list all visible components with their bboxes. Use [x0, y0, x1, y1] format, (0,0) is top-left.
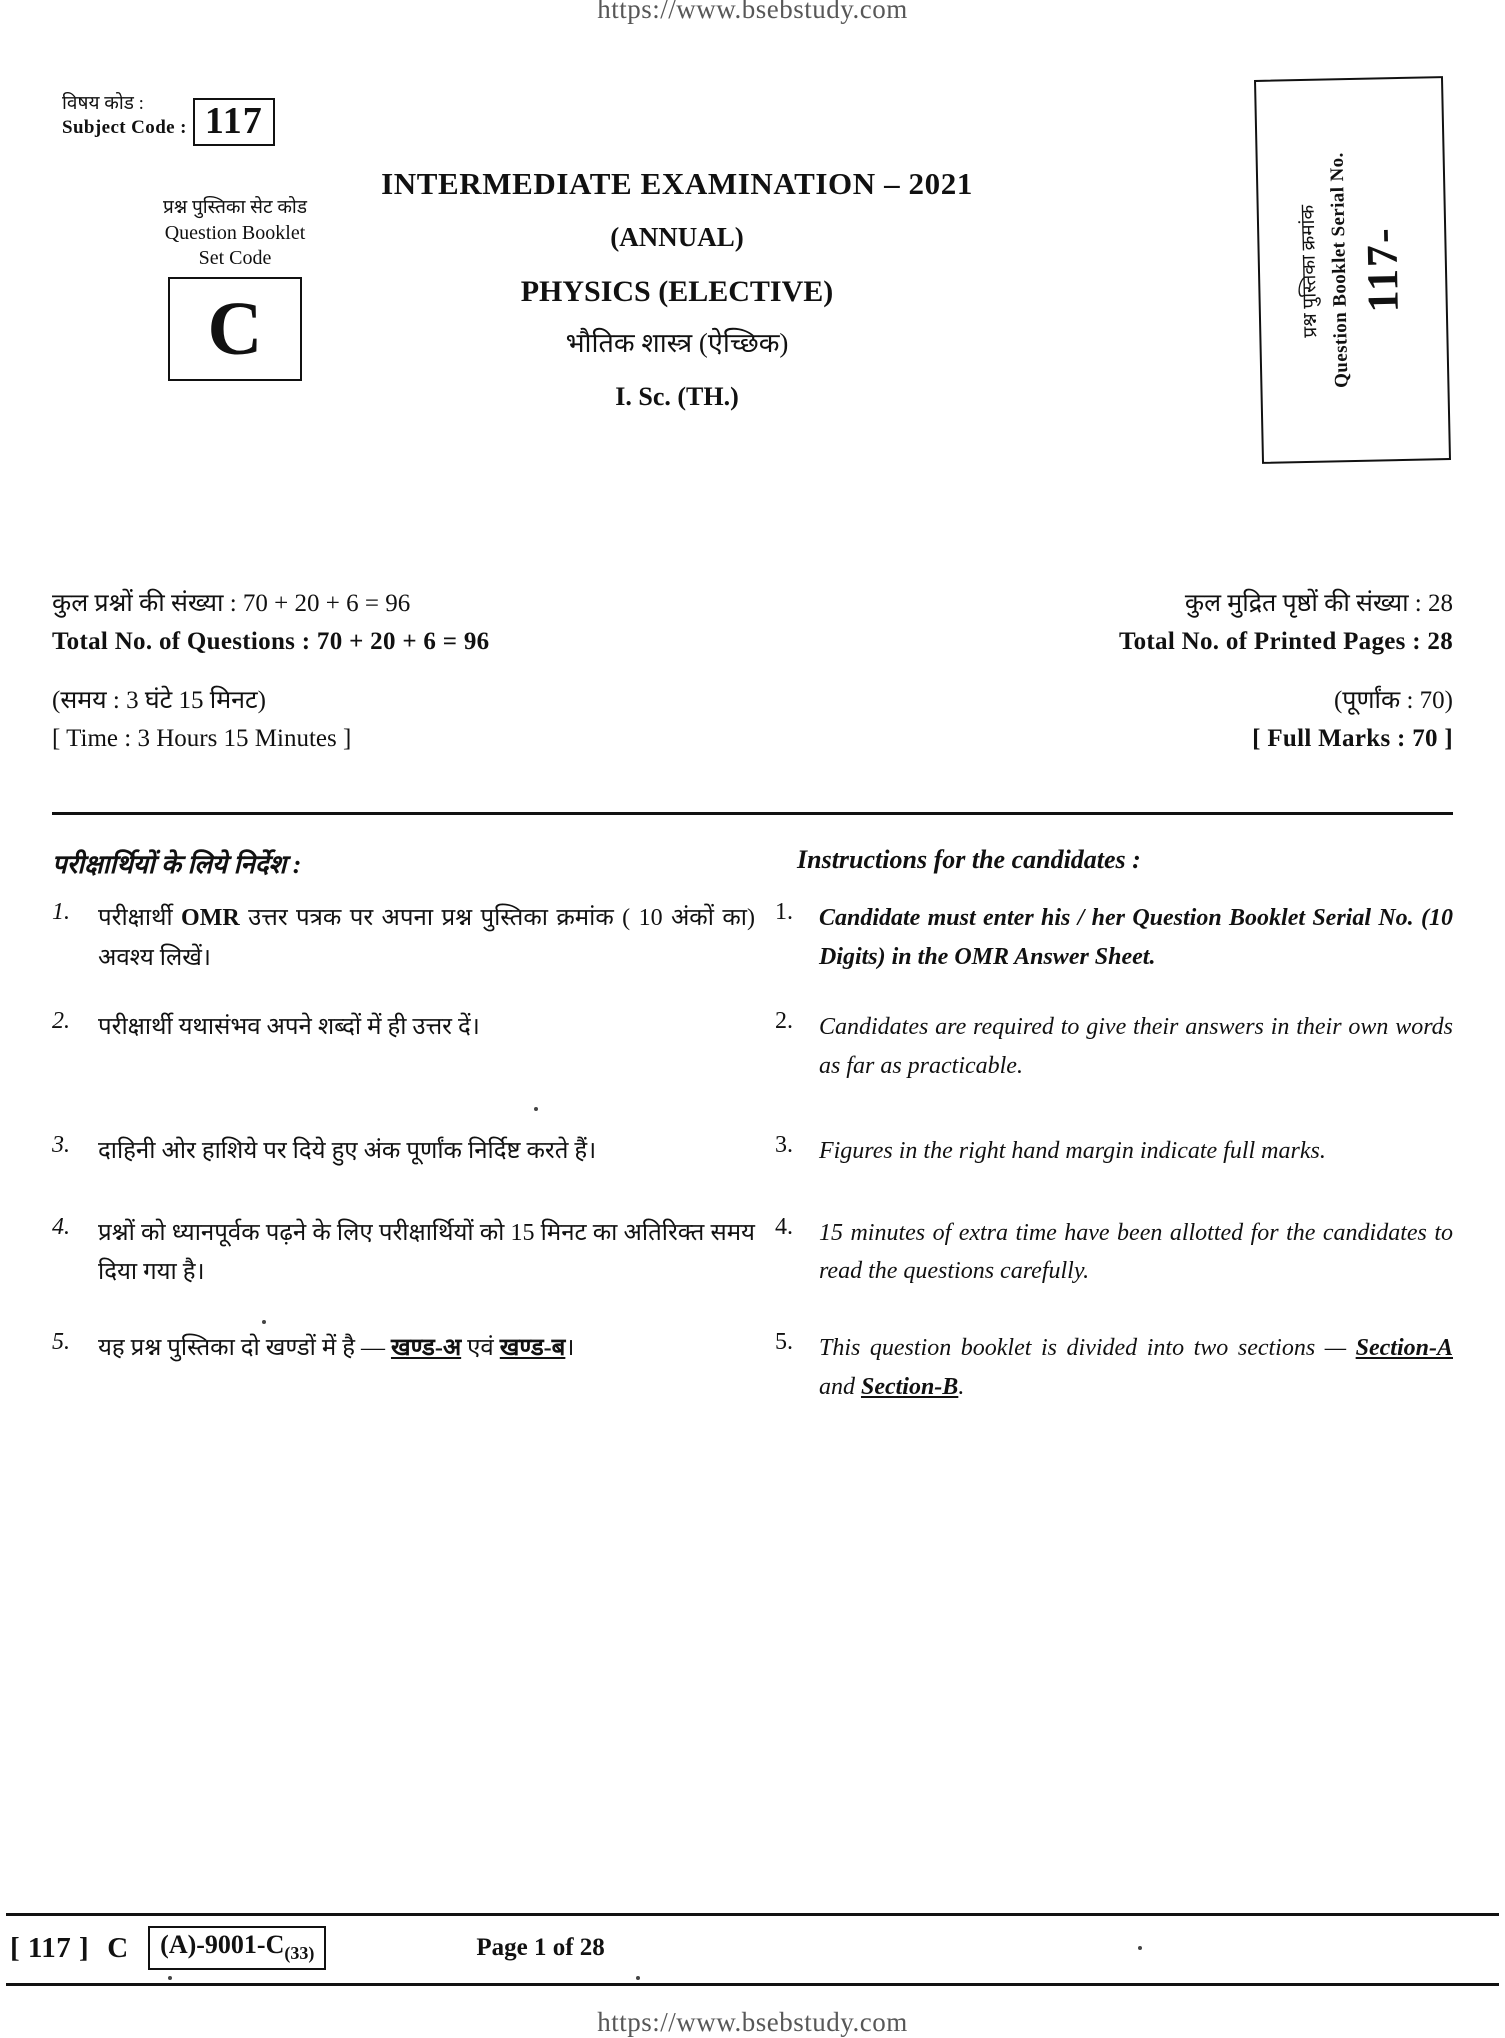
page-footer — [6, 1918, 1499, 1978]
subject-code-label-english: Subject Code : — [62, 116, 187, 138]
instruction-1-hi-pre: परीक्षार्थी — [98, 905, 182, 931]
footer-paper-code-sub: (33) — [284, 1943, 315, 1964]
instruction-number-english: 1. — [774, 899, 793, 925]
instruction-5-hi-section-b: खण्ड-ब — [499, 1334, 566, 1361]
instruction-number-hindi: 2. — [52, 1008, 70, 1035]
instruction-item — [52, 1329, 1453, 1407]
instruction-1-hi-omr: OMR — [181, 905, 240, 931]
instruction-5-en-post: . — [958, 1373, 965, 1400]
subject-code-value: 117 — [193, 98, 275, 146]
subject-name-english: PHYSICS (ELECTIVE) — [520, 275, 834, 308]
instruction-number-hindi: 4. — [52, 1213, 70, 1240]
instruction-text-hindi: प्रश्नों को ध्यानपूर्वक पढ़ने के लिए परीक्षार्थियों को 15 मिनट का अतिरिक्त समय दिया गया है। — [98, 1219, 755, 1286]
instruction-text-hindi: दाहिनी ओर हाशिये पर दिये हुए अंक पूर्णांक निर्दिष्ट करते हैं। — [98, 1137, 597, 1164]
footer-set-code: C — [107, 1931, 129, 1964]
instruction-5-hi-section-a: खण्ड-अ — [390, 1334, 462, 1361]
footer-paper-code-main: (A)-9001-C — [160, 1929, 285, 1959]
instruction-5-hi-pre: यह प्रश्न पुस्तिका दो खण्डों में है — — [98, 1334, 391, 1361]
instructions-heading-english: Instructions for the candidates : — [797, 845, 1141, 874]
subject-code-block — [62, 92, 275, 146]
booklet-set-label-english-line1: Question Booklet — [164, 221, 306, 244]
booklet-serial-number: 117- — [1357, 225, 1408, 313]
scan-artifact-dot — [1138, 1946, 1142, 1950]
instruction-text-english: Candidate must enter his / her Question Booklet Serial No. (10 Digits) in the OMR Answer Sheet. — [818, 905, 1453, 970]
instruction-text-hindi — [98, 1329, 574, 1407]
scan-artifact-dot — [636, 1976, 640, 1980]
scan-artifact-dot — [534, 1107, 538, 1111]
scan-artifact-dot — [168, 1976, 172, 1980]
instruction-5-hi-post: । — [565, 1334, 575, 1361]
instruction-text-english: 15 minutes of extra time have been allotted for the candidates to read the questions carefully. — [818, 1219, 1453, 1285]
instruction-number-english: 4. — [774, 1213, 793, 1240]
instruction-text-english — [819, 1329, 1453, 1407]
footer-subject-code: [ 117 ] — [10, 1931, 90, 1964]
instructions-heading-hindi: परीक्षार्थियों के लिये निर्देश : — [52, 850, 302, 879]
instruction-5-hi-mid: एवं — [461, 1334, 500, 1361]
instruction-number-hindi: 3. — [52, 1131, 70, 1158]
paper-meta-block — [52, 585, 1453, 770]
time-hindi: (समय : 3 घंटे 15 मिनट) — [52, 687, 266, 714]
instruction-5-en-pre: This question booklet is divided into two sections — — [818, 1334, 1356, 1361]
watermark-top-url: https://www.bsebstudy.com — [597, 0, 908, 24]
printed-pages-english: Total No. of Printed Pages : 28 — [1118, 627, 1453, 655]
subject-code-label-hindi: विषय कोड : — [62, 93, 144, 114]
course-name: I. Sc. (TH.) — [615, 382, 739, 411]
full-marks-hindi: (पूर्णांक : 70) — [1333, 687, 1453, 714]
instruction-1-hi-post: उत्तर पत्रक पर अपना प्रश्न पुस्तिका क्रमांक ( 10 अंकों का) अवश्य लिखें। — [98, 905, 755, 971]
set-code-value: C — [207, 286, 263, 371]
scan-artifact-dot — [262, 1320, 266, 1324]
instruction-number-english: 3. — [774, 1131, 793, 1158]
instruction-5-en-section-b: Section-B — [860, 1373, 959, 1400]
paper-header — [52, 78, 1453, 458]
instruction-number-hindi: 1. — [52, 899, 70, 925]
subject-name-hindi: भौतिक शास्त्र (ऐच्छिक) — [565, 328, 789, 358]
footer-paper-code — [148, 1926, 326, 1970]
set-code-box — [168, 277, 302, 381]
exam-type: (ANNUAL) — [610, 222, 744, 252]
instruction-item — [52, 899, 1453, 978]
exam-title-block — [352, 166, 1002, 412]
printed-pages-hindi: कुल मुद्रित पृष्ठों की संख्या : 28 — [1184, 590, 1453, 617]
instruction-item — [52, 1214, 1453, 1293]
footer-divider-bottom — [6, 1983, 1499, 1986]
booklet-set-label-english-line2: Set Code — [198, 246, 272, 269]
booklet-set-label-hindi: प्रश्न पुस्तिका सेट कोड — [162, 197, 308, 218]
instruction-item — [52, 1132, 1453, 1172]
instruction-5-en-section-a: Section-A — [1355, 1334, 1453, 1361]
booklet-serial-label-hindi: प्रश्न पुस्तिका क्रमांक — [1297, 204, 1322, 338]
instruction-text-english: Candidates are required to give their answers in their own words as far as practicable. — [818, 1014, 1453, 1080]
total-questions-hindi: कुल प्रश्नों की संख्या : 70 + 20 + 6 = 96 — [52, 590, 411, 617]
watermark-bottom-url: https://www.bsebstudy.com — [597, 2007, 908, 2037]
footer-page-number: Page 1 of 28 — [476, 1934, 605, 1961]
instruction-text-hindi — [98, 899, 755, 978]
header-divider — [52, 812, 1453, 815]
instruction-number-english: 5. — [774, 1328, 793, 1355]
instruction-number-hindi: 5. — [52, 1328, 70, 1355]
time-english: [ Time : 3 Hours 15 Minutes ] — [52, 724, 352, 752]
question-booklet-set-block — [120, 196, 350, 381]
instruction-number-english: 2. — [774, 1008, 793, 1035]
instruction-text-english: Figures in the right hand margin indicate full marks. — [818, 1137, 1326, 1164]
booklet-serial-label-english: Question Booklet Serial No. — [1326, 152, 1353, 389]
instruction-text-hindi: परीक्षार्थी यथासंभव अपने शब्दों में ही उत्तर दें। — [98, 1014, 480, 1041]
booklet-serial-no-box — [1254, 76, 1451, 464]
instruction-item — [52, 1008, 1453, 1086]
footer-divider-top — [6, 1913, 1499, 1916]
full-marks-english: [ Full Marks : 70 ] — [1252, 724, 1453, 752]
total-questions-english: Total No. of Questions : 70 + 20 + 6 = 96 — [52, 627, 490, 655]
instruction-5-en-mid: and — [818, 1373, 861, 1400]
exam-title: INTERMEDIATE EXAMINATION – 2021 — [381, 166, 973, 201]
